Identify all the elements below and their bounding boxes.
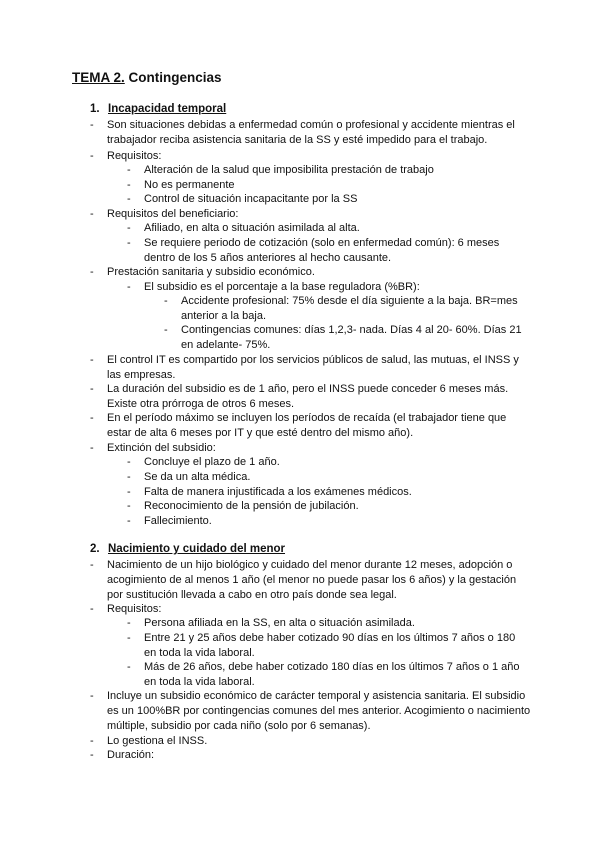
- section-label: Incapacidad temporal: [108, 103, 227, 115]
- title-prefix: TEMA 2.: [72, 70, 125, 85]
- list-item: - Más de 26 años, debe haber cotizado 180 días en los últimos 7 años o 1 año en toda la vida laboral.: [127, 661, 520, 689]
- list-item: - Reconocimiento de la pensión de jubilación.: [127, 500, 359, 512]
- list-item: - Requisitos:: [90, 603, 162, 615]
- list-item: - Concluye el plazo de 1 año.: [127, 456, 280, 468]
- section-heading-2: [90, 543, 285, 555]
- list-item: - En el período máximo se incluyen los períodos de recaída (el trabajador tiene que estar de alta 6 meses por IT y que esté dentro del mismo año).: [90, 412, 507, 440]
- section-label: Nacimiento y cuidado del menor: [108, 543, 286, 555]
- list-item: - Lo gestiona el INSS.: [90, 735, 208, 747]
- list-item: - Extinción del subsidio:: [90, 442, 216, 454]
- list-item: - El control IT es compartido por los servicios públicos de salud, las mutuas, el INSS y las empresas.: [90, 354, 519, 382]
- list-item: - Son situaciones debidas a enfermedad común o profesional y accidente mientras el trabajador reciba asistencia sanitaria de la SS y esté impedido para el trabajo.: [90, 119, 515, 147]
- section-number: 1.: [90, 103, 100, 115]
- list-item: - Persona afiliada en la SS, en alta o situación asimilada.: [127, 617, 415, 629]
- list-item: - Falta de manera injustificada a los exámenes médicos.: [127, 486, 412, 498]
- section-heading-1: [90, 103, 226, 115]
- list-item: - Fallecimiento.: [127, 515, 212, 527]
- list-item: - Incluye un subsidio económico de carácter temporal y asistencia sanitaria. El subsidio es un 100%BR por contingencias comunes del mes anterior. Acogimiento o nacimiento múltiple, subsidio por cada niño (solo por 6 semanas).: [90, 690, 531, 733]
- list-item: - Se da un alta médica.: [127, 471, 251, 483]
- list-item: - Nacimiento de un hijo biológico y cuidado del menor durante 12 meses, adopción o acogimiento de al menos 1 año (el menor no puede pasar los 6 años) y la gestación por sustitución llevada a cabo en otro país donde sea legal.: [90, 559, 517, 602]
- list-item: - Requisitos:: [90, 150, 162, 162]
- list-item: - Prestación sanitaria y subsidio económico.: [90, 266, 315, 278]
- list-item: - Contingencias comunes: días 1,2,3- nada. Días 4 al 20- 60%. Días 21 en adelante- 75%.: [164, 324, 522, 352]
- list-item: - Entre 21 y 25 años debe haber cotizado 90 días en los últimos 7 años o 180 en toda la vida laboral.: [127, 632, 516, 660]
- list-item: - Accidente profesional: 75% desde el día siguiente a la baja. BR=mes anterior a la baja.: [164, 295, 518, 323]
- list-item: - Se requiere periodo de cotización (solo en enfermedad común): 6 meses dentro de los 5 años anteriores al hecho causante.: [127, 237, 500, 265]
- list-item: - El subsidio es el porcentaje a la base reguladora (%BR):: [127, 281, 420, 293]
- page-title: [72, 70, 222, 85]
- list-item: - Duración:: [90, 749, 155, 761]
- title-text: Contingencias: [124, 70, 222, 85]
- list-item: - La duración del subsidio es de 1 año, pero el INSS puede conceder 6 meses más. Existe otra prórroga de otros 6 meses.: [90, 383, 509, 411]
- list-item: - Alteración de la salud que imposibilita prestación de trabajo: [127, 164, 434, 176]
- section-number: 2.: [90, 543, 100, 555]
- list-item: - Requisitos del beneficiario:: [90, 208, 239, 220]
- list-item: - Afiliado, en alta o situación asimilada al alta.: [127, 222, 360, 234]
- list-item: - Control de situación incapacitante por la SS: [127, 193, 358, 205]
- list-item: - No es permanente: [127, 179, 235, 191]
